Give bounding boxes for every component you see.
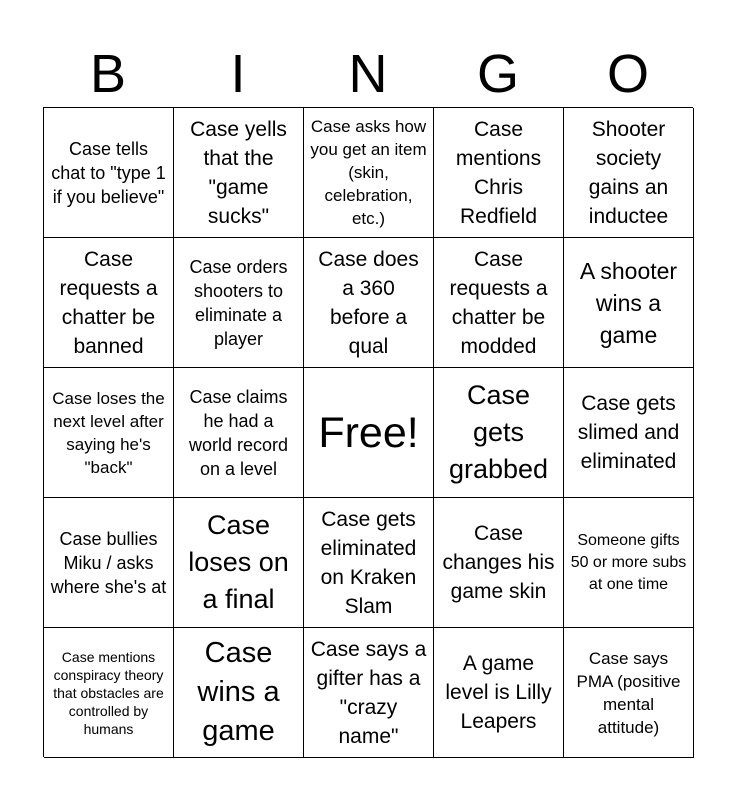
header-letter-b: B <box>89 44 127 104</box>
cell-text: Case says a gifter has a "crazy name" <box>310 637 427 748</box>
cell-text: Case bullies Miku / asks where she's at <box>50 528 167 597</box>
bingo-cell-3-5[interactable] <box>564 368 694 498</box>
cell-text: Case claims he had a world record on a level <box>188 386 289 479</box>
bingo-cell-1-4[interactable] <box>434 108 564 238</box>
cell-text: Case mentions Chris Redfield <box>455 117 542 228</box>
bingo-cell-1-5[interactable] <box>564 108 694 238</box>
cell-text: Case gets eliminated on Kraken Slam <box>320 507 417 618</box>
cell-text: A shooter wins a game <box>579 257 678 348</box>
bingo-cell-3-2[interactable] <box>174 368 304 498</box>
bingo-cell-1-2[interactable] <box>174 108 304 238</box>
bingo-cell-2-5[interactable] <box>564 238 694 368</box>
cell-text: Case mentions conspiracy theory that obstacles are controlled by humans <box>53 648 164 737</box>
bingo-cell-4-2[interactable] <box>174 498 304 628</box>
bingo-cell-4-1[interactable] <box>44 498 174 628</box>
bingo-cell-3-1[interactable] <box>44 368 174 498</box>
cell-text: Case gets grabbed <box>448 380 549 484</box>
bingo-header <box>43 40 693 108</box>
bingo-cell-2-1[interactable] <box>44 238 174 368</box>
cell-text: Case wins a game <box>197 637 280 747</box>
cell-text: Case gets slimed and eliminated <box>577 392 680 473</box>
cell-text: Case orders shooters to eliminate a player <box>189 256 288 349</box>
cell-text: Case says PMA (positive mental attitude) <box>576 648 681 737</box>
header-letter-o: O <box>606 44 649 104</box>
bingo-cell-5-4[interactable] <box>434 628 564 758</box>
bingo-cell-5-5[interactable] <box>564 628 694 758</box>
header-letter-n: N <box>348 44 388 104</box>
bingo-cell-2-3[interactable] <box>304 238 434 368</box>
bingo-cell-4-3[interactable] <box>304 498 434 628</box>
cell-text: Someone gifts 50 or more subs at one time <box>570 531 687 593</box>
cell-text: Case tells chat to "type 1 if you believe" <box>51 138 166 207</box>
bingo-cell-5-2[interactable] <box>174 628 304 758</box>
cell-text: Case requests a chatter be banned <box>59 247 158 358</box>
cell-text: Case requests a chatter be modded <box>449 247 548 358</box>
bingo-cell-5-1[interactable] <box>44 628 174 758</box>
cell-text: Case does a 360 before a qual <box>318 247 419 358</box>
bingo-cell-4-5[interactable] <box>564 498 694 628</box>
bingo-cell-3-4[interactable] <box>434 368 564 498</box>
bingo-card-grid <box>43 107 693 757</box>
header-letter-i: I <box>230 44 246 104</box>
header-letter-g: G <box>476 44 519 104</box>
bingo-cell-5-3[interactable] <box>304 628 434 758</box>
bingo-cell-1-3[interactable] <box>304 108 434 238</box>
cell-text: Shooter society gains an inductee <box>588 117 669 228</box>
cell-text: Case loses on a final <box>188 510 289 614</box>
bingo-cell-free[interactable] <box>304 368 434 498</box>
bingo-cell-4-4[interactable] <box>434 498 564 628</box>
cell-text: A game level is Lilly Leapers <box>445 652 552 733</box>
free-space-text: Free! <box>318 408 419 457</box>
bingo-cell-2-4[interactable] <box>434 238 564 368</box>
cell-text: Case asks how you get an item (skin, celebration, etc.) <box>310 117 427 228</box>
bingo-cell-2-2[interactable] <box>174 238 304 368</box>
cell-text: Case changes his game skin <box>442 522 555 603</box>
cell-text: Case yells that the "game sucks" <box>190 117 287 228</box>
cell-text: Case loses the next level after saying he's "back" <box>52 388 165 477</box>
bingo-cell-1-1[interactable] <box>44 108 174 238</box>
